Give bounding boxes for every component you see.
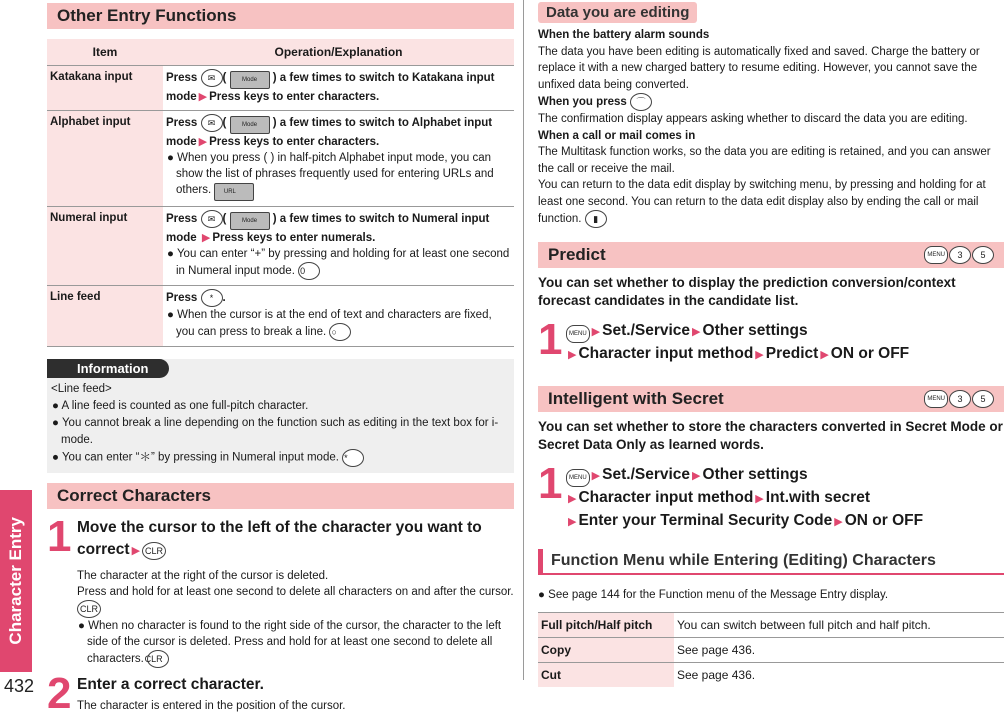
row-name: Line feed (47, 286, 163, 347)
col-item-header: Item (47, 39, 163, 66)
arrow-icon: ▶ (591, 326, 601, 338)
menu-key-icon: MENU (566, 325, 590, 343)
zero-key-icon: 0 (298, 262, 320, 280)
editing-subheading: When you press ⌒ (538, 93, 1004, 111)
predict-step: 1 MENU ▶ Set./Service ▶ Other settings ▶ Character input method ▶ Predict ▶ ON or OFF (538, 315, 910, 364)
intelligent-lead: You can set whether to store the characters converted in Secret Mode or Secret Data Only as learned words. (538, 419, 1003, 452)
arrow-icon: ▶ (201, 232, 211, 244)
down-key-icon: ○ (329, 323, 351, 341)
intelligent-heading: Intelligent with Secret MENU 3 5 (538, 386, 1004, 412)
row-name: Numeral input (47, 207, 163, 286)
arrow-icon: ▶ (820, 349, 829, 361)
table-row: Line feed Press * . ● When the cursor is at the end of text and characters are fixed, you can press to break a line. ○ (47, 286, 514, 347)
arrow-icon: ▶ (692, 470, 701, 482)
function-menu-heading: Function Menu while Entering (Editing) Characters (538, 549, 1004, 575)
url-key-icon: URL (214, 183, 254, 201)
information-bullet: ● You can enter “＊” by pressing in Numeral input mode. * (51, 449, 510, 467)
arrow-icon: ▶ (692, 326, 701, 338)
step1-note: ● When no character is found to the right side of the cursor, the character to the left side of the cursor is deleted. Press and hold for at least one second to delete all characters. CLR (77, 618, 514, 668)
clr-key-icon: CLR (77, 600, 101, 618)
key-3-icon: 3 (949, 246, 971, 264)
editing-tag: Data you are editing (538, 2, 697, 23)
arrow-icon: ▶ (131, 545, 141, 557)
intelligent-keys (924, 390, 994, 408)
key-5-icon: 5 (972, 246, 994, 264)
table-row (538, 637, 1004, 662)
fm-name: Cut (538, 662, 674, 687)
row-name: Alphabet input (47, 111, 163, 207)
fm-desc: You can switch between full pitch and half pitch. (674, 612, 1004, 637)
information-bullet: ● You cannot break a line depending on the function such as editing in the text box for i-mode. (52, 417, 499, 446)
clr-key-icon: CLR (147, 650, 169, 668)
right-column (538, 0, 1004, 687)
information-title: <Line feed> (51, 383, 112, 395)
predict-heading: Predict MENU 3 5 (538, 242, 1004, 268)
arrow-icon: ▶ (591, 470, 601, 482)
clr-key-icon: CLR (142, 542, 166, 560)
other-entry-heading: Other Entry Functions (47, 3, 514, 29)
editing-text: The confirmation display appears asking whether to discard the data you are editing. (538, 113, 968, 125)
arrow-icon: ▶ (755, 493, 764, 505)
key-5-icon: 5 (972, 390, 994, 408)
editing-text: You can return to the data edit display by switching menu, by pressing and holding for at least one second. You can return to the data edit display also by ending the call or mail function. ▮ (538, 177, 1004, 228)
side-tab-label: Character Entry (6, 517, 25, 645)
fm-name: Full pitch/Half pitch (538, 612, 674, 637)
page-number: 432 (4, 676, 35, 696)
col-operation-header: Operation/Explanation (163, 39, 514, 66)
mail-key-icon: ✉ (201, 210, 223, 228)
row-name: Katakana input (47, 66, 163, 111)
left-column (47, 0, 514, 718)
function-menu-note: ● See page 144 for the Function menu of the Message Entry display. (538, 589, 889, 601)
table-row: Katakana input Press ✉ ( Mode ) a few times to switch to Katakana input mode ▶ Press keys to enter characters. (47, 66, 514, 111)
table-row: Numeral input Press ✉ ( Mode ) a few times to switch to Numeral input mode ▶ Press keys to enter numerals. ● You can enter “+” by pressing and holding for at least one second in Numeral input mode. 0 (47, 207, 514, 286)
side-tab (0, 490, 32, 672)
other-entry-table (47, 39, 514, 347)
editing-subheading: When the battery alarm sounds (538, 29, 710, 41)
mode-key-icon: Mode (230, 71, 270, 89)
editing-text: The data you have been editing is automatically fixed and saved. Charge the battery or replace it with a new charged battery to resume editing. However, you cannot save the unfixed data being converted. (538, 45, 980, 91)
editing-text: The Multitask function works, so the data you are editing is retained, and you can answer the call or receive the mail. (538, 146, 991, 175)
mode-key-icon: Mode (230, 212, 270, 230)
correct-step-1 (47, 512, 514, 668)
table-row (538, 662, 1004, 687)
step2-text: The character is entered in the position of the cursor. (77, 700, 346, 712)
end-key-icon: ⌒ (630, 93, 652, 111)
column-divider (523, 0, 524, 680)
table-row: Alphabet input Press ✉ ( Mode ) a few times to switch to Alphabet input mode ▶ Press keys to enter characters. ● When you press ( ) in half-pitch Alphabet input mode, you can show the list of phrases frequently used for entering URLs and others. URL (47, 111, 514, 207)
step2-title: Enter a correct character. (77, 676, 264, 693)
side-key-icon: ▮ (585, 210, 607, 228)
row-note: ● When the cursor is at the end of text and characters are fixed, you can press to break a line. ○ (166, 307, 511, 341)
step1-title: Move the cursor to the left of the character you want to correct (77, 519, 482, 558)
predict-lead: You can set whether to display the prediction conversion/context forecast candidates in the candidate list. (538, 275, 956, 308)
correct-characters-heading: Correct Characters (47, 483, 514, 509)
information-bullet: ● A line feed is counted as one full-pitch character. (52, 400, 309, 412)
table-row (538, 612, 1004, 637)
correct-step-2 (47, 669, 514, 718)
arrow-icon: ▶ (568, 516, 577, 528)
fm-desc: See page 436. (674, 662, 1004, 687)
step1-text: Press and hold for at least one second to delete all characters on and after the cursor. CLR (77, 584, 514, 618)
arrow-icon: ▶ (198, 136, 208, 148)
step-number-icon: 1 (538, 315, 563, 364)
key-3-icon: 3 (949, 390, 971, 408)
arrow-icon: ▶ (198, 91, 208, 103)
row-note: ● You can enter “+” by pressing and holding for at least one second in Numeral input mode. 0 (166, 246, 511, 280)
mail-key-icon: ✉ (201, 114, 223, 132)
editing-section (538, 27, 1004, 228)
step-number-icon: 1 (538, 459, 563, 508)
mode-key-icon: Mode (230, 116, 270, 134)
fm-desc: See page 436. (674, 637, 1004, 662)
arrow-icon: ▶ (834, 516, 843, 528)
intelligent-step: 1 MENU ▶ Set./Service ▶ Other settings ▶ Character input method ▶ Int.with secret ▶ Enter your Terminal Security Code ▶ ON or OFF (538, 464, 1004, 533)
menu-key-icon: MENU (924, 246, 948, 264)
asterisk-key-icon: * (342, 449, 364, 467)
predict-keys (924, 246, 994, 264)
mail-key-icon: ✉ (201, 69, 223, 87)
editing-subheading: When a call or mail comes in (538, 129, 696, 142)
fm-name: Copy (538, 637, 674, 662)
arrow-icon: ▶ (568, 493, 577, 505)
menu-key-icon: MENU (924, 390, 948, 408)
arrow-icon: ▶ (568, 349, 577, 361)
menu-key-icon: MENU (566, 469, 590, 487)
information-label: Information (47, 359, 169, 378)
row-note: ● When you press ( ) in half-pitch Alphabet input mode, you can show the list of phrases frequently used for entering URLs and others. URL (166, 150, 511, 201)
information-box (47, 359, 514, 473)
arrow-icon: ▶ (755, 349, 764, 361)
asterisk-key-icon: * (201, 289, 223, 307)
function-menu-table (538, 612, 1004, 687)
step-number-icon: 2 (47, 669, 72, 718)
step1-text: The character at the right of the cursor is deleted. (77, 570, 329, 582)
step-number-icon: 1 (47, 512, 72, 561)
